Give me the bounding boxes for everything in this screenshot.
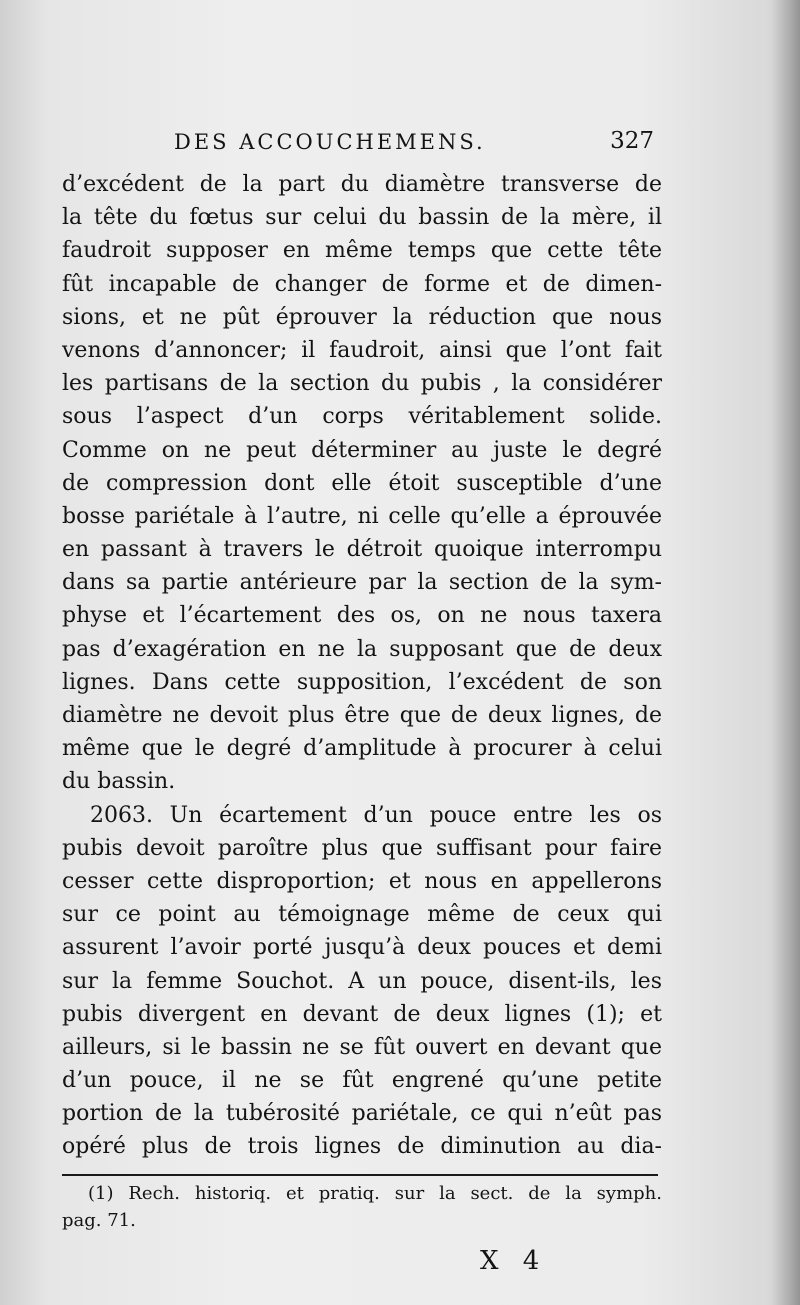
- footnote-line: (1) Rech. historiq. et pratiq. sur la sect. de la symph.: [88, 1182, 662, 1204]
- body-line: opéré plus de trois lignes de diminution au dia-: [62, 1134, 662, 1160]
- running-head: DES ACCOUCHEMENS.: [174, 130, 486, 154]
- body-line: diamètre ne devoit plus être que de deux lignes, de: [62, 703, 662, 728]
- body-line: Comme on ne peut déterminer au juste le degré: [62, 437, 662, 463]
- body-line: fût incapable de changer de forme et de dimen-: [62, 271, 662, 297]
- body-line: dans sa partie antérieure par la section de la sym-: [62, 570, 662, 596]
- body-line: ailleurs, si le bassin ne se fût ouvert en devant que: [62, 1034, 662, 1060]
- body-line: d’un pouce, il ne se fût engrené qu’une petite: [62, 1068, 662, 1094]
- page-number: 327: [610, 128, 654, 154]
- body-line: pas d’exagération en ne la supposant que de deux: [62, 636, 662, 662]
- body-line: sur la femme Souchot. A un pouce, disent-ils, les: [62, 968, 662, 994]
- body-line: faudroit supposer en même temps que cette tête: [62, 238, 662, 264]
- page-header: [62, 120, 662, 168]
- footnote-line: pag. 71.: [62, 1209, 136, 1231]
- body-line: du bassin.: [62, 769, 176, 795]
- body-line: venons d’annoncer; il faudroit, ainsi que l’ont fait: [62, 337, 662, 363]
- body-line: cesser cette disproportion; et nous en appellerons: [62, 868, 662, 894]
- body-line: la tête du fœtus sur celui du bassin de la mère, il: [62, 205, 662, 231]
- body-line: de compression dont elle étoit susceptible d’une: [62, 470, 662, 496]
- body-line: d’excédent de la part du diamètre transverse de: [62, 172, 662, 197]
- body-line: sur ce point au témoignage même de ceux qui: [62, 902, 662, 928]
- body-line: pubis devoit paroître plus que suffisant pour faire: [62, 835, 662, 861]
- body-line: sions, et ne pût éprouver la réduction que nous: [62, 304, 662, 330]
- body-line: en passant à travers le détroit quoique interrompu: [62, 537, 662, 563]
- body-line: les partisans de la section du pubis , la considérer: [62, 371, 662, 397]
- body-line: portion de la tubérosité pariétale, ce qui n’eût pas: [62, 1101, 662, 1127]
- body-line: pubis divergent en devant de deux lignes (1); et: [62, 1001, 662, 1027]
- body-line: bosse pariétale à l’autre, ni celle qu’elle a éprouvée: [62, 503, 662, 529]
- page-edge-shadow: [772, 0, 800, 1305]
- body-line: assurent l’avoir porté jusqu’à deux pouces et demi: [62, 935, 662, 961]
- text-block: [62, 120, 662, 1234]
- paragraph-start-line: 2063. Un écartement d’un pouce entre les os: [90, 802, 662, 828]
- body-line: même que le degré d’amplitude à procurer à celui: [62, 736, 662, 762]
- body-line: lignes. Dans cette supposition, l’excédent de son: [62, 669, 662, 695]
- footnote: [62, 1180, 662, 1234]
- body-line: sous l’aspect d’un corps véritablement solide.: [62, 404, 662, 430]
- footnote-rule: [62, 1174, 658, 1176]
- body-line: physe et l’écartement des os, on ne nous taxera: [62, 603, 662, 629]
- signature-mark: X 4: [480, 1246, 548, 1276]
